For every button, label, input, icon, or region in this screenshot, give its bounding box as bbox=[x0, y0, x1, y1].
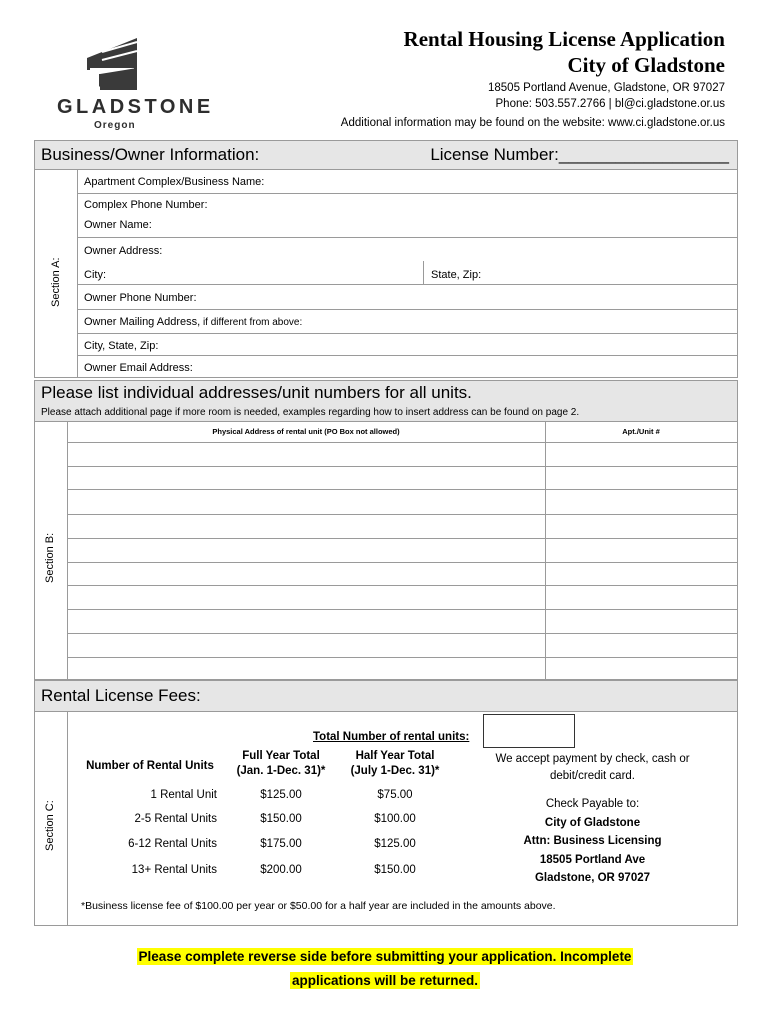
license-number-field[interactable]: License Number:__________________ bbox=[430, 145, 729, 164]
fee-row-full: $150.00 bbox=[260, 813, 302, 825]
full-year-range: (Jan. 1-Dec. 31)* bbox=[236, 765, 326, 777]
payment-line-1: We accept payment by check, cash or bbox=[495, 753, 690, 765]
payee-block bbox=[465, 795, 720, 888]
fee-row-half: $100.00 bbox=[374, 813, 416, 825]
section-b-header bbox=[34, 380, 738, 422]
column-header-half-year bbox=[335, 750, 455, 777]
fee-row-units: 6-12 Rental Units bbox=[128, 838, 217, 850]
section-a-header bbox=[34, 140, 738, 170]
mailing-address-note: if different from above: bbox=[200, 317, 303, 328]
payee-line-4: Gladstone, OR 97027 bbox=[534, 872, 651, 884]
section-c-side bbox=[35, 712, 68, 925]
section-c-title: Rental License Fees: bbox=[41, 686, 201, 705]
fee-row-full: $200.00 bbox=[260, 864, 302, 876]
city-label: City: bbox=[84, 269, 106, 281]
column-header-address: Physical Address of rental unit (PO Box not allowed) bbox=[212, 427, 400, 436]
total-units-label: Total Number of rental units: bbox=[313, 731, 470, 743]
address: 18505 Portland Avenue, Gladstone, OR 97027 bbox=[488, 82, 725, 94]
complex-phone-label: Complex Phone Number: bbox=[84, 199, 208, 211]
unit-address-table bbox=[67, 422, 737, 679]
section-a-title: Business/Owner Information: bbox=[41, 145, 260, 164]
title-line-2: City of Gladstone bbox=[567, 53, 725, 77]
row-divider bbox=[67, 585, 737, 586]
section-b-label: Section B: bbox=[44, 532, 56, 583]
submission-notice bbox=[0, 945, 770, 993]
row-divider bbox=[67, 514, 737, 515]
fee-row-half: $150.00 bbox=[374, 864, 416, 876]
section-c-table bbox=[34, 712, 738, 926]
owner-email-field[interactable] bbox=[77, 356, 737, 378]
half-year-range: (July 1-Dec. 31)* bbox=[350, 765, 440, 777]
payment-methods bbox=[465, 751, 720, 785]
column-header-unit: Apt./Unit # bbox=[622, 427, 660, 436]
city-state-zip-label: City, State, Zip: bbox=[84, 340, 159, 352]
owner-name-field[interactable] bbox=[77, 214, 737, 238]
column-header-units: Number of Rental Units bbox=[86, 760, 214, 772]
column-divider bbox=[545, 422, 546, 679]
section-b-note: Please attach additional page if more room is needed, examples regarding how to insert address can be found on page 2. bbox=[41, 407, 580, 418]
fee-row-half: $75.00 bbox=[377, 789, 413, 801]
fee-row-units: 1 Rental Unit bbox=[150, 789, 217, 801]
row-divider bbox=[67, 609, 737, 610]
payment-line-2: debit/credit card. bbox=[549, 770, 635, 782]
fee-row-units: 2-5 Rental Units bbox=[134, 813, 217, 825]
logo-text: GLADSTONE bbox=[57, 96, 214, 118]
fee-row-half: $125.00 bbox=[374, 838, 416, 850]
row-divider bbox=[67, 562, 737, 563]
city-state-row bbox=[77, 261, 737, 285]
fee-row-full: $125.00 bbox=[260, 789, 302, 801]
website-note: Additional information may be found on the website: www.ci.gladstone.or.us bbox=[340, 117, 725, 129]
table-header bbox=[67, 422, 737, 443]
owner-phone-label: Owner Phone Number: bbox=[84, 292, 197, 304]
column-header-full-year bbox=[221, 750, 341, 777]
row-divider bbox=[67, 633, 737, 634]
notice-line-1: Please complete reverse side before submitting your application. Incomplete bbox=[138, 949, 632, 964]
row-divider bbox=[67, 538, 737, 539]
payable-to: Check Payable to: bbox=[545, 798, 640, 810]
row-divider bbox=[67, 466, 737, 467]
complex-name-field[interactable] bbox=[77, 170, 737, 194]
payee-line-3: 18505 Portland Ave bbox=[539, 853, 646, 866]
full-year-title: Full Year Total bbox=[242, 750, 320, 762]
section-a-table bbox=[34, 170, 738, 378]
phone-email: Phone: 503.557.2766 | bl@ci.gladstone.or.us bbox=[495, 98, 725, 110]
page-title bbox=[404, 26, 725, 78]
notice-line-2: applications will be returned. bbox=[291, 973, 479, 988]
city-field[interactable] bbox=[77, 261, 424, 285]
row-divider bbox=[67, 489, 737, 490]
section-c-header bbox=[34, 680, 738, 712]
fee-row-full: $175.00 bbox=[260, 838, 302, 850]
mailing-address-field[interactable] bbox=[77, 309, 737, 334]
owner-phone-field[interactable] bbox=[77, 285, 737, 309]
owner-address-field[interactable] bbox=[77, 238, 737, 261]
mailing-address-label: Owner Mailing Address, bbox=[84, 316, 201, 328]
total-units-input[interactable] bbox=[483, 714, 575, 748]
logo-subtext: Oregon bbox=[94, 120, 136, 131]
section-b-title: Please list individual addresses/unit numbers for all units. bbox=[41, 383, 472, 402]
section-b-side bbox=[35, 422, 68, 679]
owner-email-label: Owner Email Address: bbox=[84, 362, 193, 374]
owner-address-label: Owner Address: bbox=[84, 245, 163, 257]
section-c-label: Section C: bbox=[44, 800, 56, 851]
title-line-1: Rental Housing License Application bbox=[403, 27, 725, 51]
row-divider bbox=[67, 657, 737, 658]
half-year-title: Half Year Total bbox=[355, 750, 435, 762]
payee-line-2: Attn: Business Licensing bbox=[523, 835, 662, 847]
complex-name-label: Apartment Complex/Business Name: bbox=[84, 176, 265, 188]
owner-name-label: Owner Name: bbox=[84, 219, 152, 231]
fee-footnote: *Business license fee of $100.00 per year or $50.00 for a half year are included in the amounts above. bbox=[81, 900, 556, 912]
payee-line-1: City of Gladstone bbox=[544, 816, 641, 829]
city-state-zip-field[interactable] bbox=[77, 334, 737, 356]
section-a-side bbox=[35, 170, 78, 377]
contact-block bbox=[488, 80, 725, 112]
section-a-label: Section A: bbox=[50, 257, 62, 307]
state-zip-label: State, Zip: bbox=[431, 269, 482, 281]
fee-row-units: 13+ Rental Units bbox=[131, 864, 217, 876]
complex-phone-field[interactable] bbox=[77, 194, 737, 214]
section-b-table bbox=[34, 422, 738, 680]
